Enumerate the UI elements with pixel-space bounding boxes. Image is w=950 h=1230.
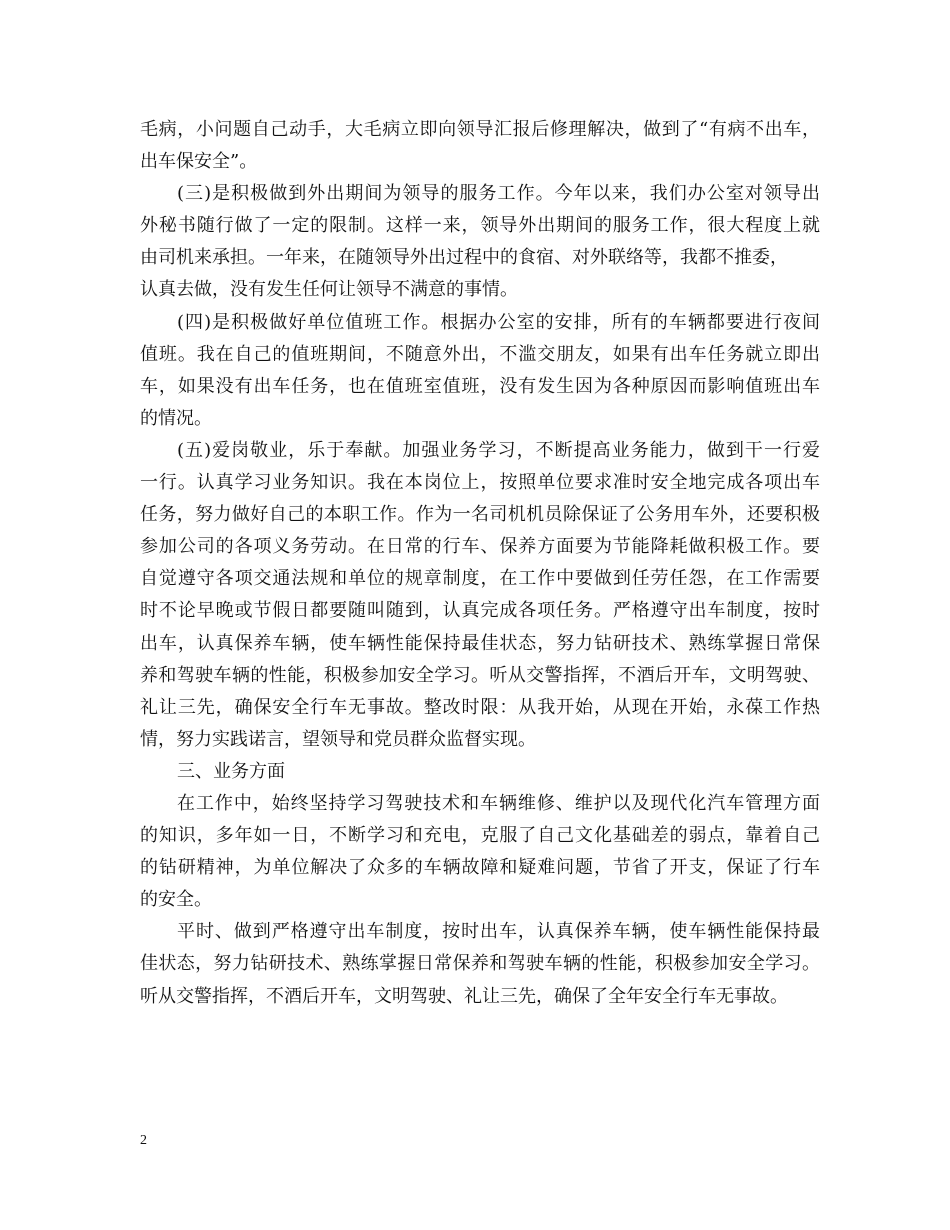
text-line: 的安全。 (140, 889, 212, 911)
text-line: 养和驾驶车辆的性能，积极参加安全学习。听从交警指挥，不酒后开车，文明驾驶、 (140, 664, 820, 686)
text-line: 的知识，多年如一日，不断学习和充电，克服了自己文化基础差的弱点，靠着自己 (140, 825, 820, 847)
text-line: 时不论早晚或节假日都要随叫随到，认真完成各项任务。严格遵守出车制度，按时 (140, 600, 820, 622)
text-line: 一行。认真学习业务知识。我在本岗位上，按照单位要求准时安全地完成各项出车 (140, 472, 820, 494)
text-line: 毛病，小问题自己动手，大毛病立即向领导汇报后修理解决，做到了“有病不出车， (140, 119, 820, 140)
text-line: 出车保安全”。 (140, 151, 258, 173)
text-line: 平时、做到严格遵守出车制度，按时出车，认真保养车辆，使车辆性能保持最 (177, 921, 820, 943)
text-line: 的情况。 (140, 407, 212, 429)
page-number: 2 (140, 1133, 147, 1148)
text-line: 由司机来承担。一年来，在随领导外出过程中的食宿、对外联络等，我都不推委， (140, 247, 788, 269)
text-line: (四)是积极做好单位值班工作。根据办公室的安排，所有的车辆都要进行夜间 (177, 311, 820, 333)
text-line: (五)爱岗敬业，乐于奉献。加强业务学习，不断提高业务能力，做到干一行爱 (177, 439, 820, 461)
text-line: 值班。我在自己的值班期间，不随意外出，不滥交朋友，如果有出车任务就立即出 (140, 343, 820, 365)
text-line: 车，如果没有出车任务，也在值班室值班，没有发生因为各种原因而影响值班出车 (140, 375, 820, 397)
text-line: 参加公司的各项义务劳动。在日常的行车、保养方面要为节能降耗做积极工作。要 (140, 536, 820, 558)
text-line: 出车，认真保养车辆，使车辆性能保持最佳状态，努力钻研技术、熟练掌握日常保 (140, 632, 820, 654)
body-text (140, 114, 820, 1013)
text-line: 的钻研精神，为单位解决了众多的车辆故障和疑难问题，节省了开支，保证了行车 (140, 857, 820, 879)
text-line: 佳状态，努力钻研技术、熟练掌握日常保养和驾驶车辆的性能，积极参加安全学习。 (140, 953, 820, 975)
text-line: 外秘书随行做了一定的限制。这样一来，领导外出期间的服务工作，很大程度上就 (140, 215, 820, 237)
text-line: 自觉遵守各项交通法规和单位的规章制度，在工作中要做到任劳任怨，在工作需要 (140, 568, 820, 590)
text-line: 认真去做，没有发生任何让领导不满意的事情。 (140, 279, 518, 301)
section-heading: 三、业务方面 (177, 760, 285, 782)
text-line: 在工作中，始终坚持学习驾驶技术和车辆维修、维护以及现代化汽车管理方面 (177, 792, 820, 814)
text-line: 情，努力实践诺言，望领导和党员群众监督实现。 (140, 728, 536, 750)
text-line: (三)是积极做到外出期间为领导的服务工作。今年以来，我们办公室对领导出 (177, 183, 820, 205)
text-line: 礼让三先，确保安全行车无事故。整改时限：从我开始，从现在开始，永葆工作热 (140, 696, 820, 718)
text-line: 任务，努力做好自己的本职工作。作为一名司机机员除保证了公务用车外，还要积极 (140, 504, 820, 526)
text-line: 听从交警指挥，不酒后开车，文明驾驶、礼让三先，确保了全年安全行车无事故。 (140, 985, 788, 1007)
